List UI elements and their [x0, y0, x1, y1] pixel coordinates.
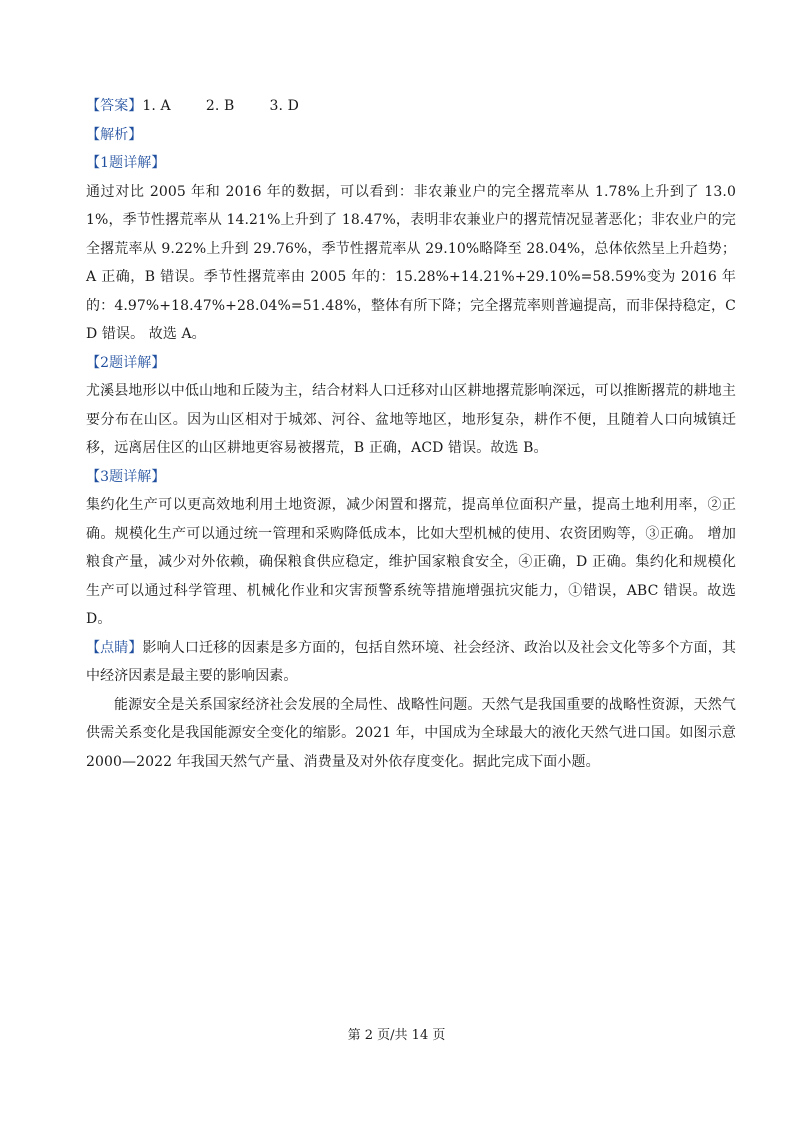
page-footer: 第 2 页/共 14 页 [347, 1028, 446, 1043]
answer-item-3: 3. D [269, 98, 299, 114]
document-content [86, 92, 736, 776]
q2-text: 尤溪县地形以中低山地和丘陵为主，结合材料人口迁移对山区耕地撂荒影响深远，可以推断撂荒的耕地主要分布在山区。因为山区相对于城郊、河谷、盆地等地区，地形复杂，耕作不便，且随着人口向城镇迁移，远离居住区的山区耕地更容易被撂荒，B 正确，ACD 错误。故选 B。 [86, 383, 736, 456]
answer-item-2: 2. B [205, 98, 235, 114]
q3-label: 【3题详解】 [86, 468, 166, 485]
answer-item-1: 1. A [142, 98, 171, 114]
q2-label: 【2题详解】 [86, 354, 166, 371]
answer-label: 【答案】 [86, 98, 143, 114]
point-paragraph [86, 634, 736, 691]
q1-label: 【1题详解】 [86, 155, 166, 171]
q3-text: 集约化生产可以更高效地利用土地资源，减少闲置和撂荒，提高单位面积产量，提高土地利用率，②正确。规模化生产可以通过统一管理和采购降低成本，比如大型机械的使用、农资团购等，③正确。 增加粮食产量，减少对外依赖，确保粮食供应稳定，维护国家粮食安全，④正确，D 正确。集约化和规模化生产可以通过科学管理、机械化作业和灾害预警系统等措施增强抗灾能力，①错误，ABC 错误。故选 D。 [86, 497, 736, 627]
answer-line [86, 92, 736, 121]
intro-paragraph: 能源安全是关系国家经济社会发展的全局性、战略性问题。天然气是我国重要的战略性资源，天然气供需关系变化是我国能源安全变化的缩影。2021 年，中国成为全球最大的液化天然气进口国。如图示意 2000—2022 年我国天然气产量、消费量及对外依存度变化。据此完成下面小题。 [86, 696, 736, 770]
q1-text: 通过对比 2005 年和 2016 年的数据，可以看到：非农兼业户的完全撂荒率从 1.78%上升到了 13.01%，季节性撂荒率从 14.21%上升到了 18.47%，表明非农兼业户的撂荒情况显著恶化；非农业户的完全撂荒率从 9.22%上升到 29.76%，季节性撂荒率从 29.10%略降至 28.04%，总体依然呈上升趋势；A 正确，B 错误。季节性撂荒率由 2005 年的：15.28%+14.21%+29.10%=58.59%变为 2016 年的：4.97%+18.47%+28.04%=51.48%，整体有所下降；完全撂荒率则普遍提高，而非保持稳定，CD 错误。 故选 A。 [86, 183, 736, 342]
analysis-label: 【解析】 [86, 126, 143, 143]
point-label: 【点睛】 [86, 639, 143, 656]
point-text: 影响人口迁移的因素是多方面的，包括自然环境、社会经济、政治以及社会文化等多个方面，其中经济因素是最主要的影响因素。 [86, 639, 736, 684]
